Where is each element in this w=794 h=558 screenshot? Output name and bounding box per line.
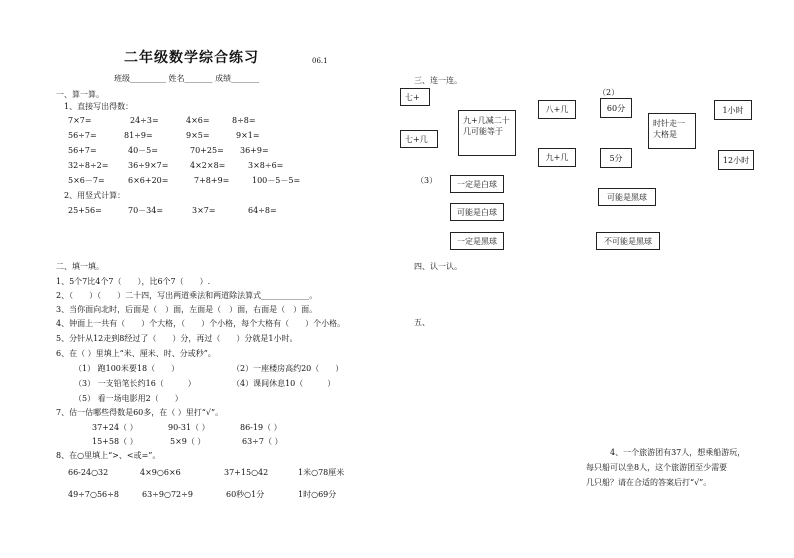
calc-r3c3: 70+25= — [190, 146, 224, 155]
compare-r2c1: 49÷7○56÷8 — [68, 490, 119, 499]
unit-item-5: （5） 看一场电影用2（ ） — [74, 394, 183, 403]
compare-r1c2: 4×9○6×6 — [140, 468, 181, 477]
estimate-r1c1: 37+24（ ） — [92, 423, 138, 432]
fill-q8: 8、在○里填上“>、<或=”。 — [56, 451, 161, 460]
match-box-hour-hand[interactable]: 时针走一大格是 — [648, 113, 696, 149]
vertical-calc-2: 70－34= — [128, 206, 164, 215]
ball-box-must-black[interactable]: 一定是黑球 — [450, 232, 504, 250]
calc-r3c1: 56+7= — [68, 146, 97, 155]
unit-item-2: （2）一座楼房高约20（ ） — [232, 364, 344, 373]
problem-4-line-3: 几只船？请在合适的答案后打“√”。 — [586, 478, 712, 487]
match-box-12-hours[interactable]: 12小时 — [718, 150, 754, 170]
calc-r4c3: 4×2×8= — [190, 161, 226, 170]
estimate-r2c3: 63÷7（ ） — [242, 437, 283, 446]
calc-r1c2: 24÷3= — [130, 116, 159, 125]
student-info-fields: 班级_________ 姓名_______ 成绩_______ — [114, 74, 260, 83]
fill-q3: 3、当你面向北时，后面是（ ）面，左面是（ ）面，右面是（ ）面。 — [56, 305, 318, 314]
part-2-marker: （2） — [598, 88, 620, 97]
match-box-1-hour[interactable]: 1小时 — [714, 100, 752, 120]
compare-r2c4: 1时○69分 — [298, 490, 337, 499]
calc-r4c2: 36÷9×7= — [128, 161, 169, 170]
fill-q2: 2、（ ）（ ）二十四，写出两道乘法和两道除法算式____________。 — [56, 291, 318, 300]
ball-box-may-black[interactable]: 可能是黑球 — [598, 188, 656, 206]
compare-r1c3: 37+15○42 — [224, 468, 269, 477]
match-box-eight-plus[interactable]: 八+几 — [538, 100, 576, 119]
calc-r3c4: 36+9= — [240, 146, 269, 155]
match-box-60-min[interactable]: 60分 — [600, 98, 632, 118]
ball-box-cannot-black[interactable]: 不可能是黑球 — [596, 232, 660, 250]
calc-r5c1: 5×6－7= — [68, 176, 105, 185]
match-box-nine-plus-ji[interactable]: 九+几 — [538, 148, 576, 167]
part-1-label: 1、直接写出得数： — [64, 102, 134, 111]
fill-q5: 5、分针从12走到8经过了（ ）分，再过（ ）分就是1小时。 — [56, 334, 298, 343]
unit-item-1: （1） 跑100米要18（ ） — [74, 364, 180, 373]
section-2-heading: 二、填一填。 — [56, 262, 104, 271]
compare-r2c3: 60秒○1分 — [226, 490, 265, 499]
section-3-heading: 三、连一连。 — [414, 76, 462, 85]
calc-r1c1: 7×7= — [68, 116, 92, 125]
match-box-qi-plus-ji[interactable]: 七+几 — [400, 130, 438, 148]
unit-item-3: （3） 一支铅笔长约16（ ） — [74, 379, 196, 388]
vertical-calc-4: 64÷8= — [248, 206, 277, 215]
section-1-heading: 一、算一算。 — [56, 90, 104, 99]
fill-q1: 1、5个7比4个7（ ），比6个7（ ）. — [56, 277, 211, 286]
calc-r5c2: 6×6+20= — [128, 176, 169, 185]
page-title: 二年级数学综合练习 — [124, 50, 259, 66]
match-box-qi-plus[interactable]: 七+ — [400, 88, 430, 106]
calc-r5c4: 100－5－5= — [252, 176, 301, 185]
calc-r5c3: 7+8+9= — [194, 176, 230, 185]
compare-r1c1: 66-24○32 — [68, 468, 109, 477]
calc-r2c4: 9×1= — [236, 131, 260, 140]
fill-q6: 6、在（ ）里填上“米、厘米、时、分或秒”。 — [56, 349, 216, 358]
vertical-calc-3: 3×7= — [192, 206, 216, 215]
calc-r1c3: 4×6= — [186, 116, 210, 125]
estimate-r2c1: 15+58（ ） — [92, 437, 138, 446]
estimate-r1c2: 90-31（ ） — [168, 423, 210, 432]
part-3-marker: （3） — [416, 176, 438, 185]
calc-r1c4: 8÷8= — [232, 116, 256, 125]
estimate-r2c2: 5×9（ ） — [170, 437, 206, 446]
date-label: 06.1 — [312, 57, 328, 65]
part-2-label: 2、用竖式计算： — [64, 191, 126, 200]
fill-q4: 4、钟面上一共有（ ）个大格，（ ）个小格，每个大格有（ ）个小格。 — [56, 319, 346, 328]
compare-r2c2: 63÷9○72÷9 — [142, 490, 193, 499]
section-5-heading: 五、 — [414, 318, 430, 327]
calc-r4c1: 32÷8÷2= — [68, 161, 109, 170]
section-4-heading: 四、认一认。 — [414, 262, 462, 271]
estimate-r1c3: 86-19（ ） — [240, 423, 282, 432]
unit-item-4: （4）课间休息10（ ） — [232, 379, 336, 388]
calc-r4c4: 3×8÷6= — [248, 161, 284, 170]
problem-4-line-1: 4、一个旅游团有37人，想乘船游玩， — [610, 448, 746, 457]
calc-r3c2: 40－5= — [128, 146, 158, 155]
fill-q7: 7、估一估哪些得数是60多，在（ ）里打“√”。 — [56, 408, 224, 417]
calc-r2c1: 56÷7= — [68, 131, 97, 140]
compare-r1c4: 1米○78厘米 — [298, 468, 345, 477]
problem-4-line-2: 每只船可以坐8人，这个旅游团至少需要 — [586, 463, 728, 472]
match-box-5-min[interactable]: 5分 — [600, 148, 632, 168]
calc-r2c3: 9×5= — [186, 131, 210, 140]
ball-box-must-white[interactable]: 一定是白球 — [450, 175, 504, 193]
calc-r2c2: 81÷9= — [124, 131, 153, 140]
vertical-calc-1: 25+56= — [68, 206, 102, 215]
match-box-nine-plus[interactable]: 九+几减二十几可能等于 — [458, 110, 516, 156]
ball-box-may-white[interactable]: 可能是白球 — [450, 203, 504, 221]
